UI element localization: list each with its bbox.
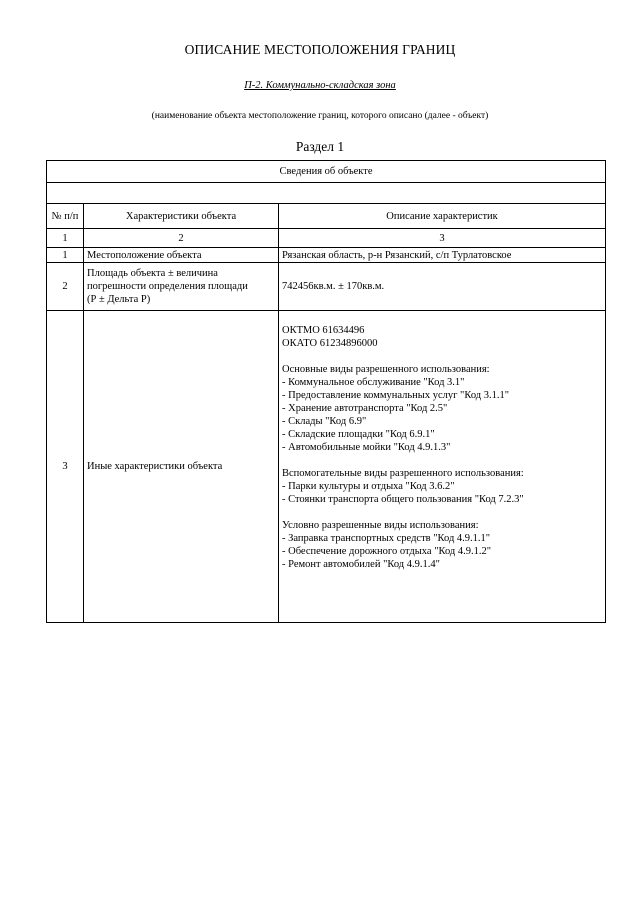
column-number-2: 2 (84, 229, 279, 248)
desc-line: - Стоянки транспорта общего пользования "Код 7.2.3" (282, 494, 524, 505)
column-number-3: 3 (279, 229, 606, 248)
object-info-table (46, 160, 606, 623)
document-title: ОПИСАНИЕ МЕСТОПОЛОЖЕНИЯ ГРАНИЦ (184, 42, 456, 57)
desc-line: Основные виды разрешенного использования: (282, 364, 490, 375)
desc-line: ОКАТО 61234896000 (282, 338, 378, 349)
row-description: 742456кв.м. ± 170кв.м. (279, 263, 606, 311)
characteristic-line: погрешности определения площади (87, 281, 248, 292)
desc-spacer (282, 454, 602, 467)
table-row (47, 248, 606, 263)
desc-spacer (282, 506, 602, 519)
table-caption: Сведения об объекте (47, 161, 606, 183)
row-description (279, 311, 606, 623)
desc-line: Условно разрешенные виды использования: (282, 520, 479, 531)
desc-line: - Заправка транспортных средств "Код 4.9.1.1" (282, 533, 491, 544)
characteristic-line: (Р ± Дельта Р) (87, 294, 151, 305)
row-characteristic: Иные характеристики объекта (84, 311, 279, 623)
desc-line: ОКТМО 61634496 (282, 325, 365, 336)
desc-line: - Обеспечение дорожного отдыха "Код 4.9.1.2" (282, 546, 492, 557)
header-number: № п/п (47, 204, 84, 229)
header-characteristic: Характеристики объекта (84, 204, 279, 229)
empty-row (47, 183, 606, 204)
desc-line: - Складские площадки "Код 6.9.1" (282, 429, 435, 440)
row-characteristic: Местоположение объекта (84, 248, 279, 263)
desc-line: - Хранение автотранспорта "Код 2.5" (282, 403, 448, 414)
desc-line: - Ремонт автомобилей "Код 4.9.1.4" (282, 559, 440, 570)
column-number-1: 1 (47, 229, 84, 248)
object-name-text: П-2. Коммунально-складская зона (244, 80, 396, 91)
desc-line: - Автомобильные мойки "Код 4.9.1.3" (282, 442, 451, 453)
section-title: Раздел 1 (295, 139, 345, 154)
characteristic-line: Площадь объекта ± величина (87, 268, 218, 279)
table-row (47, 263, 606, 311)
row-number: 3 (47, 311, 84, 623)
desc-line: - Парки культуры и отдыха "Код 3.6.2" (282, 481, 455, 492)
desc-line: Вспомогательные виды разрешенного использования: (282, 468, 524, 479)
row-description: Рязанская область, р-н Рязанский, с/п Турлатовское (279, 248, 606, 263)
desc-line: - Коммунальное обслуживание "Код 3.1" (282, 377, 465, 388)
object-note: (наименование объекта местоположение границ, которого описано (далее - объект) (151, 111, 489, 121)
row-characteristic (84, 263, 279, 311)
object-name (0, 80, 640, 91)
header-description: Описание характеристик (279, 204, 606, 229)
row-number: 2 (47, 263, 84, 311)
desc-spacer (282, 350, 602, 363)
desc-line: - Предоставление коммунальных услуг "Код 3.1.1" (282, 390, 510, 401)
desc-line: - Склады "Код 6.9" (282, 416, 367, 427)
row-number: 1 (47, 248, 84, 263)
table-row (47, 311, 606, 623)
